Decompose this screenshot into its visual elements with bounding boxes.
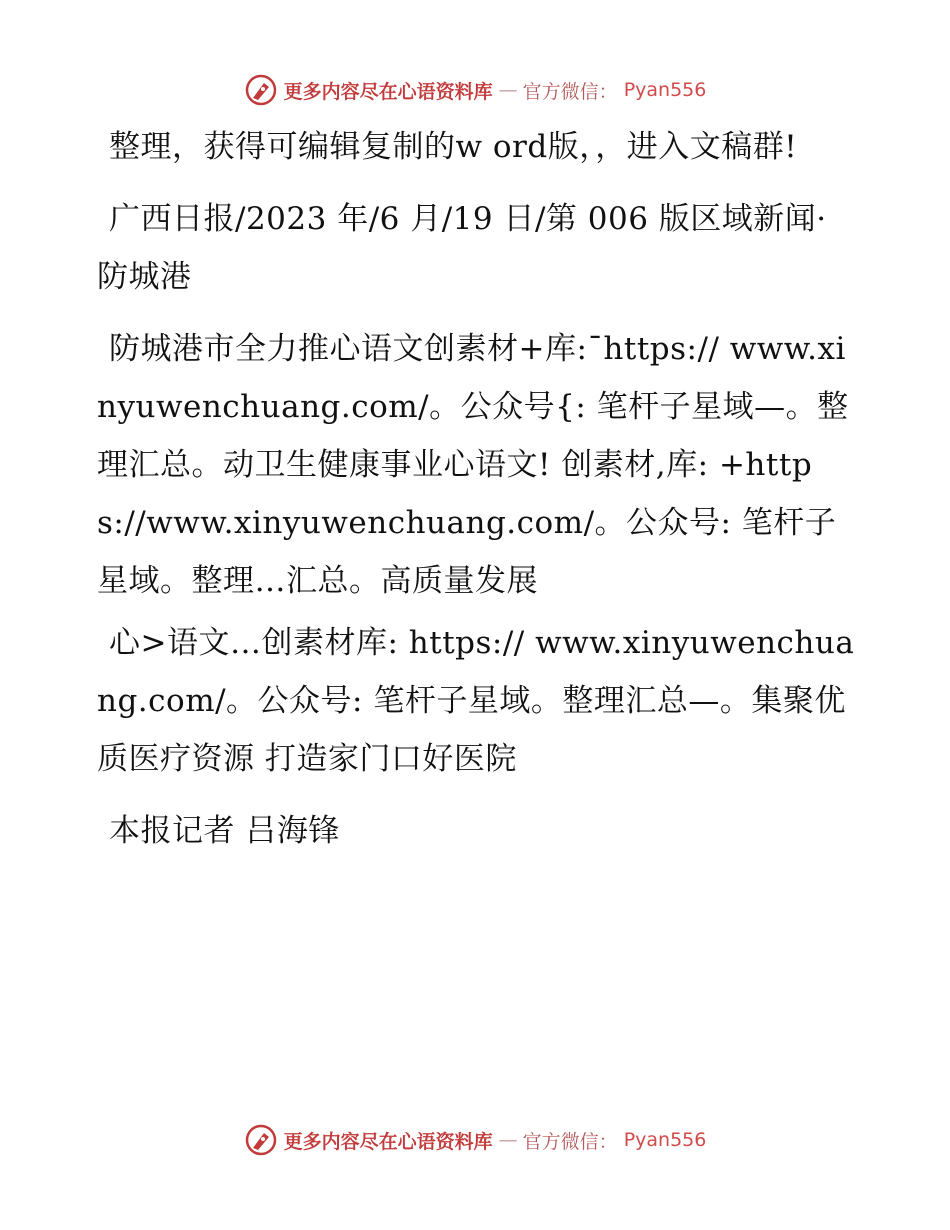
banner-separator: — <box>498 79 517 101</box>
intro-paragraph: 整理，获得可编辑复制的w ord版，，进入文稿群! <box>109 129 798 165</box>
document-body <box>97 118 857 860</box>
byline: 本报记者 吕海锋 <box>109 813 340 849</box>
banner-official-label: 官方微信： <box>522 1130 618 1153</box>
banner-separator: — <box>498 1129 517 1151</box>
banner-brand-text: 更多内容尽在心语资料库 <box>283 80 493 103</box>
article-subtitle-paragraph: 心>语文…创素材库: https:// www.xinyuwenchuang.com/。公众号: 笔杆子星域。整理汇总—。集聚优质医疗资源 打造家门口好医院 <box>97 625 855 777</box>
pen-nib-logo-icon <box>244 1123 278 1157</box>
source-line: 广西日报/2023 年/6 月/19 日/第 006 版区域新闻· 防城港 <box>97 201 827 295</box>
banner-brand-text: 更多内容尽在心语资料库 <box>283 1130 493 1153</box>
banner-wechat-handle: Pyan556 <box>623 79 707 101</box>
banner-wechat-handle: Pyan556 <box>623 1129 707 1151</box>
pen-nib-logo-icon <box>244 73 278 107</box>
article-title-paragraph: 防城港市全力推心语文创素材+库:¯https:// www.xinyuwenchuang.com/。公众号{: 笔杆子星域—。整理汇总。动卫生健康事业心语文! 创素材,库: +https://www.xinyuwenchuang.com/。公众号: 笔杆子星域。整理…汇总。高质量发展 <box>97 331 849 599</box>
banner-official-label: 官方微信： <box>522 80 618 103</box>
header-banner <box>0 70 950 110</box>
footer-banner <box>0 1120 950 1160</box>
